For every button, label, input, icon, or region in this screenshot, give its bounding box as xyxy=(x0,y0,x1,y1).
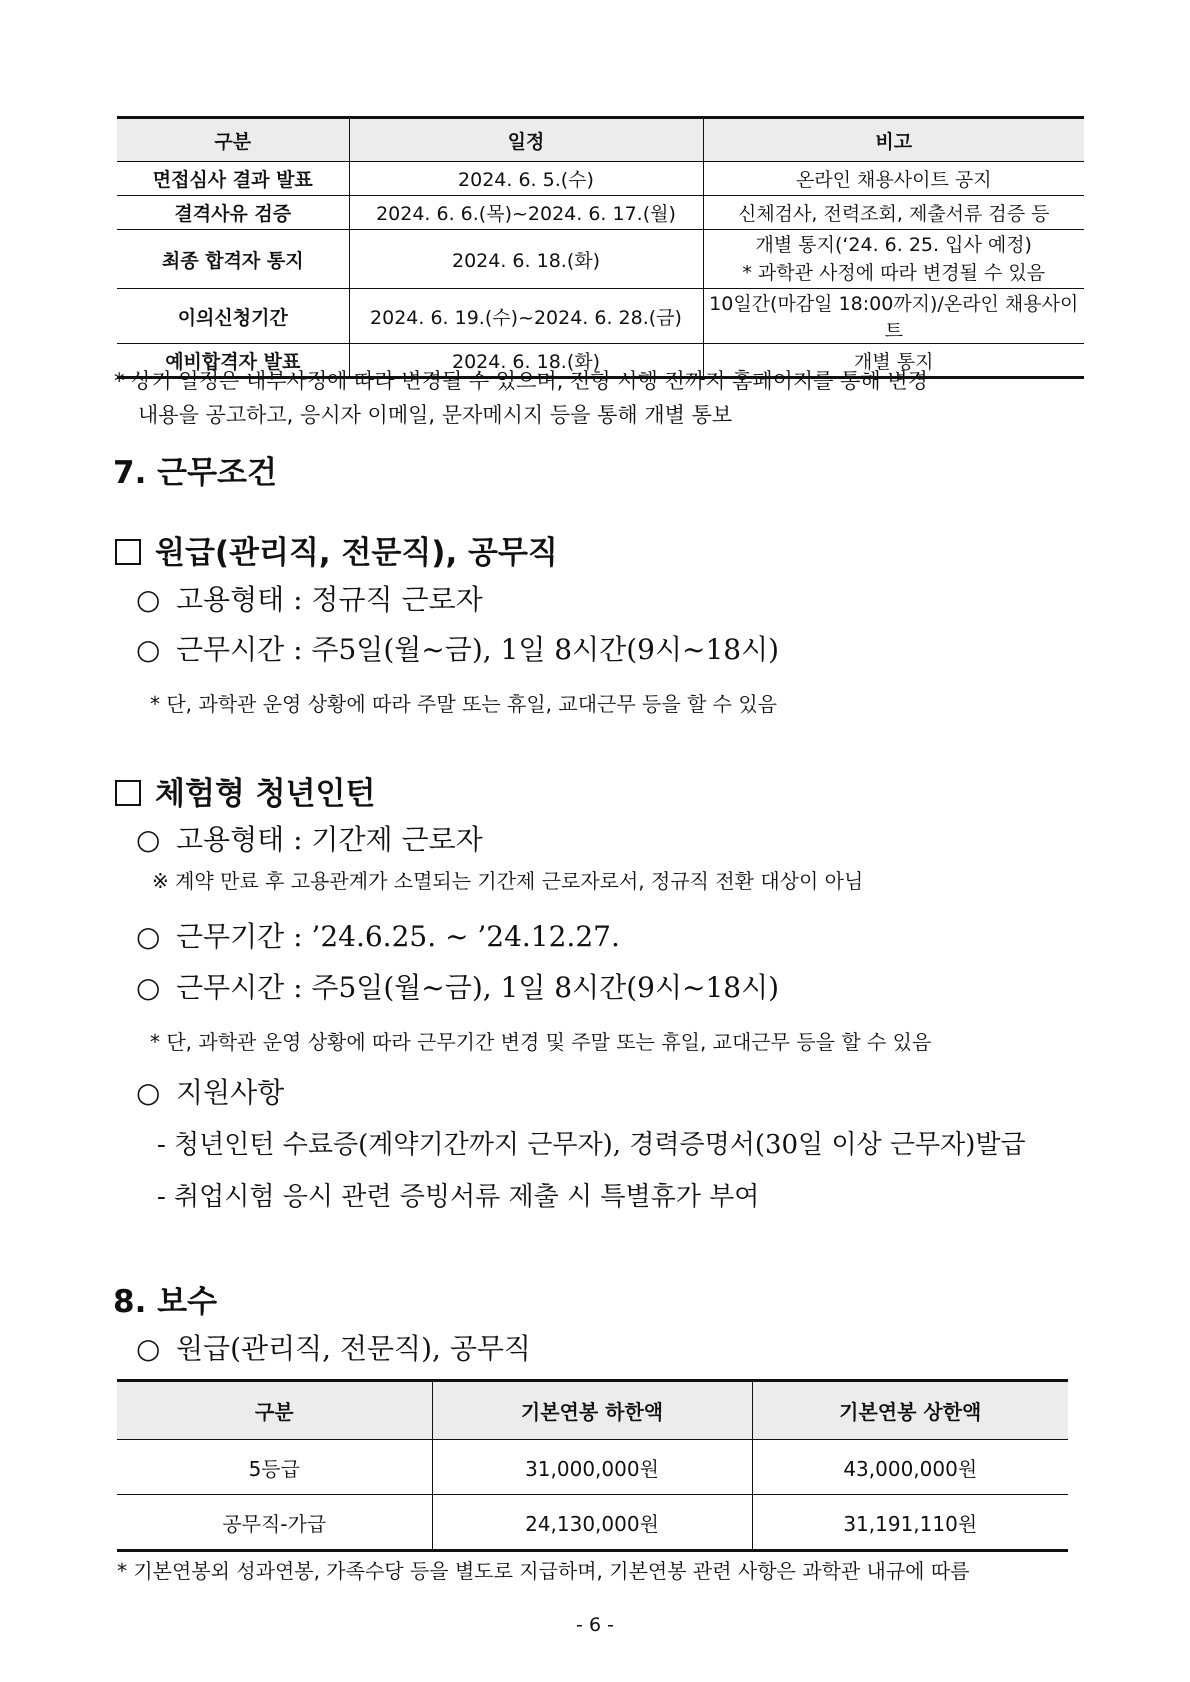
schedule-cell-note: 신체검사, 전력조회, 제출서류 검증 등 xyxy=(703,196,1084,230)
table-row xyxy=(117,230,1084,289)
schedule-cell-date: 2024. 6. 18.(화) xyxy=(349,344,703,378)
schedule-header-remark: 비고 xyxy=(703,118,1084,162)
table-row xyxy=(117,196,1084,230)
sub1-hours-text: 근무시간 : 주5일(월~금), 1일 8시간(9시~18시) xyxy=(176,633,780,666)
circle-bullet-icon: ○ xyxy=(136,583,161,616)
circle-bullet-icon: ○ xyxy=(136,920,161,953)
section-8-title: 8. 보수 xyxy=(113,1284,218,1320)
section-8-subtitle xyxy=(136,1327,531,1367)
schedule-note-sub: * 과학관 사정에 따라 변경될 수 있음 xyxy=(742,262,1046,284)
section-7-title: 7. 근무조건 xyxy=(113,455,277,491)
schedule-header-category: 구분 xyxy=(117,118,349,162)
sub1-hours xyxy=(136,628,779,668)
section-7-sub1-heading xyxy=(115,527,558,572)
schedule-cell-label: 이의신청기간 xyxy=(117,289,349,344)
salary-cell-min: 31,000,000원 xyxy=(432,1440,752,1495)
circle-bullet-icon: ○ xyxy=(136,633,161,666)
sub1-heading-text: 원급(관리직, 전문직), 공무직 xyxy=(155,535,558,571)
salary-header-row xyxy=(117,1381,1068,1440)
sub1-note: * 단, 과학관 운영 상황에 따라 주말 또는 휴일, 교대근무 등을 할 수 있음 xyxy=(150,692,778,716)
schedule-cell-label: 결격사유 검증 xyxy=(117,196,349,230)
schedule-note-main: 개별 통지(‘24. 6. 25. 입사 예정) xyxy=(755,234,1032,256)
schedule-cell-label: 최종 합격자 통지 xyxy=(117,230,349,289)
salary-header-max: 기본연봉 상한액 xyxy=(752,1381,1068,1440)
schedule-note xyxy=(114,364,1084,432)
sub2-ref-note: ※ 계약 만료 후 고용관계가 소멸되는 기간제 근로자로서, 정규직 전환 대상이 아님 xyxy=(152,869,864,893)
schedule-cell-note: 개별 통지 xyxy=(703,344,1084,378)
circle-bullet-icon: ○ xyxy=(136,1076,161,1109)
salary-cell-max: 31,191,110원 xyxy=(752,1495,1068,1551)
salary-cell-max: 43,000,000원 xyxy=(752,1440,1068,1495)
salary-table xyxy=(117,1379,1068,1552)
schedule-cell-label: 예비합격자 발표 xyxy=(117,344,349,378)
sub2-support xyxy=(136,1071,284,1111)
support-title: 지원사항 xyxy=(176,1076,285,1109)
schedule-table xyxy=(117,116,1084,379)
sub2-period-text: 근무기간 : ’24.6.25. ~ ’24.12.27. xyxy=(176,920,620,953)
sub2-hours xyxy=(136,966,779,1006)
checkbox-icon xyxy=(115,539,141,565)
sub1-employment-text: 고용형태 : 정규직 근로자 xyxy=(176,583,483,616)
checkbox-icon xyxy=(115,780,141,806)
schedule-cell-date: 2024. 6. 18.(화) xyxy=(349,230,703,289)
support-item-2: - 취업시험 응시 관련 증빙서류 제출 시 특별휴가 부여 xyxy=(157,1182,760,1212)
sub2-employment xyxy=(136,818,483,858)
schedule-cell-date: 2024. 6. 19.(수)~2024. 6. 28.(금) xyxy=(349,289,703,344)
schedule-cell-date: 2024. 6. 6.(목)~2024. 6. 17.(월) xyxy=(349,196,703,230)
schedule-cell-label: 면접심사 결과 발표 xyxy=(117,162,349,196)
table-row xyxy=(117,1440,1068,1495)
circle-bullet-icon: ○ xyxy=(136,971,161,1004)
schedule-header-date: 일정 xyxy=(349,118,703,162)
page-number: - 6 - xyxy=(576,1614,614,1636)
schedule-note-line2: 내용을 공고하고, 응시자 이메일, 문자메시지 등을 통해 개별 통보 xyxy=(138,403,733,427)
circle-bullet-icon: ○ xyxy=(136,823,161,856)
sub1-employment xyxy=(136,578,483,618)
sub2-employment-text: 고용형태 : 기간제 근로자 xyxy=(176,823,483,856)
sub2-period xyxy=(136,915,620,955)
schedule-header-row xyxy=(117,118,1084,162)
section-8-subtitle-text: 원급(관리직, 전문직), 공무직 xyxy=(176,1332,531,1365)
salary-cell-grade: 5등급 xyxy=(117,1440,432,1495)
support-item-1: - 청년인턴 수료증(계약기간까지 근무자), 경력증명서(30일 이상 근무자)발급 xyxy=(157,1130,1026,1160)
schedule-cell-date: 2024. 6. 5.(수) xyxy=(349,162,703,196)
sub2-heading-text: 체험형 청년인턴 xyxy=(155,776,376,812)
section-7-sub2-heading xyxy=(115,768,375,813)
table-row xyxy=(117,1495,1068,1551)
schedule-cell-note: 온라인 채용사이트 공지 xyxy=(703,162,1084,196)
salary-header-min: 기본연봉 하한액 xyxy=(432,1381,752,1440)
table-row xyxy=(117,289,1084,344)
salary-header-category: 구분 xyxy=(117,1381,432,1440)
sub2-hours-text: 근무시간 : 주5일(월~금), 1일 8시간(9시~18시) xyxy=(176,971,780,1004)
salary-cell-min: 24,130,000원 xyxy=(432,1495,752,1551)
section-8-note: * 기본연봉외 성과연봉, 가족수당 등을 별도로 지급하며, 기본연봉 관련 사항은 과학관 내규에 따름 xyxy=(117,1559,970,1583)
sub2-note: * 단, 과학관 운영 상황에 따라 근무기간 변경 및 주말 또는 휴일, 교대근무 등을 할 수 있음 xyxy=(150,1030,932,1054)
table-row xyxy=(117,162,1084,196)
schedule-note-line1: * 상기 일정은 내부사정에 따라 변경될 수 있으며, 전형 시행 전까지 홈페이지를 통해 변경 xyxy=(114,369,928,393)
schedule-cell-note: 10일간(마감일 18:00까지)/온라인 채용사이트 xyxy=(703,289,1084,344)
schedule-cell-note xyxy=(703,230,1084,289)
salary-cell-grade: 공무직-가급 xyxy=(117,1495,432,1551)
circle-bullet-icon: ○ xyxy=(136,1332,161,1365)
